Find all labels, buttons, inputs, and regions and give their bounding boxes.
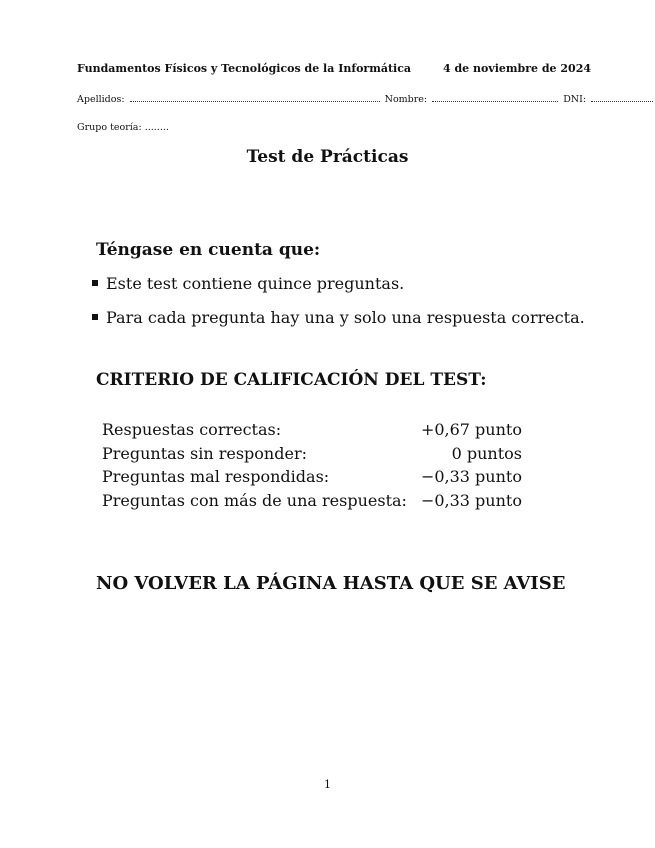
page-title: Test de Prácticas — [246, 147, 409, 167]
list-item-text: Este test contiene quince preguntas. — [106, 274, 405, 293]
nombre-label: Nombre: — [384, 94, 428, 105]
grading-label: Preguntas sin responder: — [102, 443, 307, 463]
exam-date: 4 de noviembre de 2024 — [443, 62, 591, 75]
page-number: 1 — [324, 778, 331, 791]
list-item — [92, 274, 404, 293]
bullet-square-icon — [92, 314, 98, 320]
table-row — [102, 465, 522, 489]
grading-value: −0,33 punto — [420, 467, 522, 487]
grading-value: +0,67 punto — [420, 420, 522, 440]
nombre-field[interactable] — [432, 92, 558, 102]
grading-table — [102, 418, 522, 512]
table-row — [102, 418, 522, 442]
grading-label: Preguntas con más de una respuesta: — [102, 490, 407, 510]
apellidos-field[interactable] — [130, 92, 380, 102]
course-name: Fundamentos Físicos y Tecnológicos de la Informática — [77, 62, 412, 75]
apellidos-label: Apellidos: — [77, 94, 125, 105]
dni-field[interactable] — [591, 92, 653, 102]
grading-value: 0 puntos — [451, 443, 522, 463]
list-item-text: Para cada pregunta hay una y solo una respuesta correcta. — [106, 308, 585, 327]
grading-value: −0,33 punto — [420, 490, 522, 510]
criteria-heading: CRITERIO DE CALIFICACIÓN DEL TEST: — [96, 370, 487, 390]
list-item — [92, 308, 585, 327]
grupo-label: Grupo teoría: — [77, 122, 142, 133]
student-fields-row — [77, 92, 593, 106]
group-field-row — [77, 122, 169, 134]
bullet-square-icon — [92, 280, 98, 286]
warning-text: NO VOLVER LA PÁGINA HASTA QUE SE AVISE — [96, 573, 566, 594]
grading-label: Preguntas mal respondidas: — [102, 467, 330, 487]
dni-label: DNI: — [563, 94, 587, 105]
table-row — [102, 442, 522, 466]
notice-heading: Téngase en cuenta que: — [96, 240, 321, 260]
table-row — [102, 489, 522, 513]
grading-label: Respuestas correctas: — [102, 420, 282, 440]
grupo-field[interactable]: ........ — [144, 122, 169, 133]
